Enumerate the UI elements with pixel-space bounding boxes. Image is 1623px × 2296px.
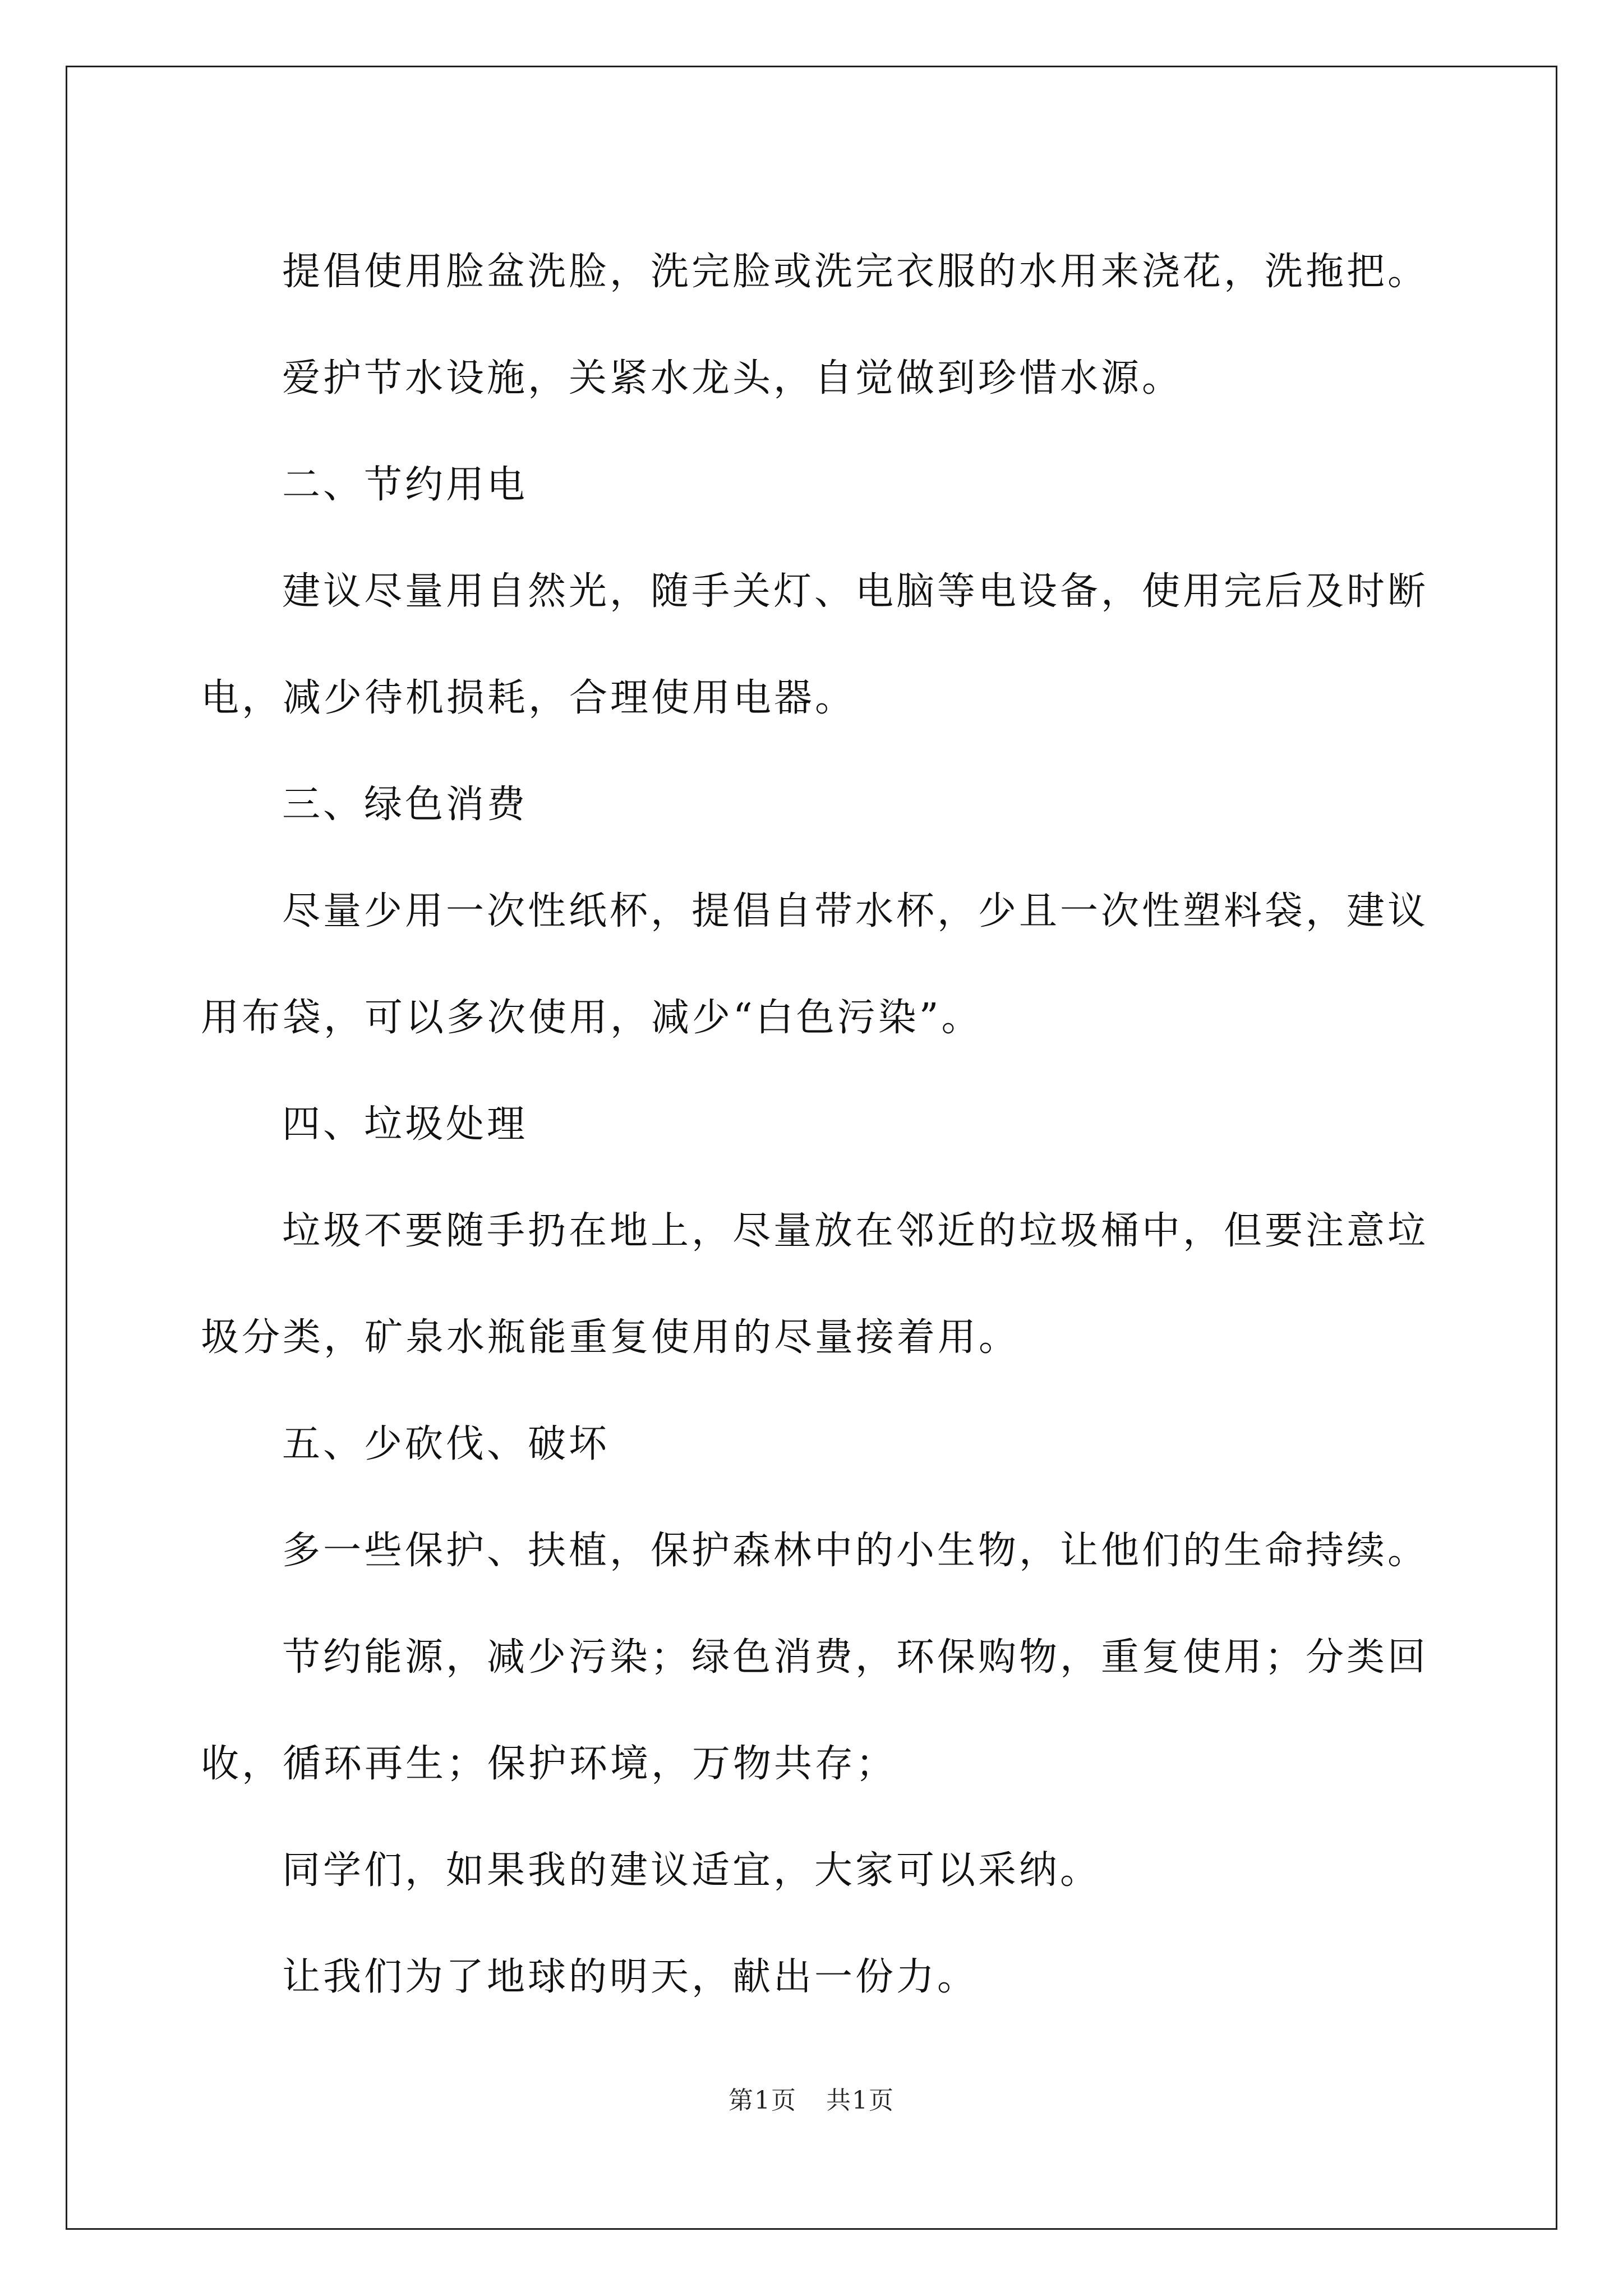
heading-garbage: 四、垃圾处理	[282, 1102, 528, 1147]
paragraph-protection: 多一些保护、扶植，保护森林中的小生物，让他们的生命持续。	[282, 1529, 1429, 1573]
paragraph-electricity: 建议尽量用自然光，随手关灯、电脑等电设备，使用完后及时断电，减少待机损耗，合理使用电器。	[201, 569, 1429, 720]
page-footer	[0, 2080, 1623, 2116]
heading-logging: 五、少砍伐、破坏	[282, 1422, 610, 1466]
paragraph-closing: 让我们为了地球的明天，献出一份力。	[282, 1955, 979, 1999]
paragraph-classmates: 同学们，如果我的建议适宜，大家可以采纳。	[282, 1848, 1101, 1893]
paragraph-water-facilities: 爱护节水设施，关紧水龙头，自觉做到珍惜水源。	[282, 356, 1183, 401]
page-number-current: 第1页	[728, 2086, 797, 2115]
heading-save-electricity: 二、节约用电	[282, 463, 528, 507]
document-body	[201, 219, 1429, 2031]
paragraph-green-consumption: 尽量少用一次性纸杯，提倡自带水杯，少且一次性塑料袋，建议用布袋，可以多次使用，减少“白色污染”。	[201, 889, 1429, 1040]
paragraph-water-basin: 提倡使用脸盆洗脸，洗完脸或洗完衣服的水用来浇花，洗拖把。	[282, 250, 1429, 294]
paragraph-garbage: 垃圾不要随手扔在地上，尽量放在邻近的垃圾桶中，但要注意垃圾分类，矿泉水瓶能重复使用的尽量接着用。	[201, 1209, 1429, 1360]
paragraph-slogans: 节约能源，减少污染；绿色消费，环保购物，重复使用；分类回收，循环再生；保护环境，万物共存；	[201, 1635, 1429, 1786]
heading-green-consumption: 三、绿色消费	[282, 783, 528, 827]
page-number-total: 共1页	[826, 2086, 895, 2115]
